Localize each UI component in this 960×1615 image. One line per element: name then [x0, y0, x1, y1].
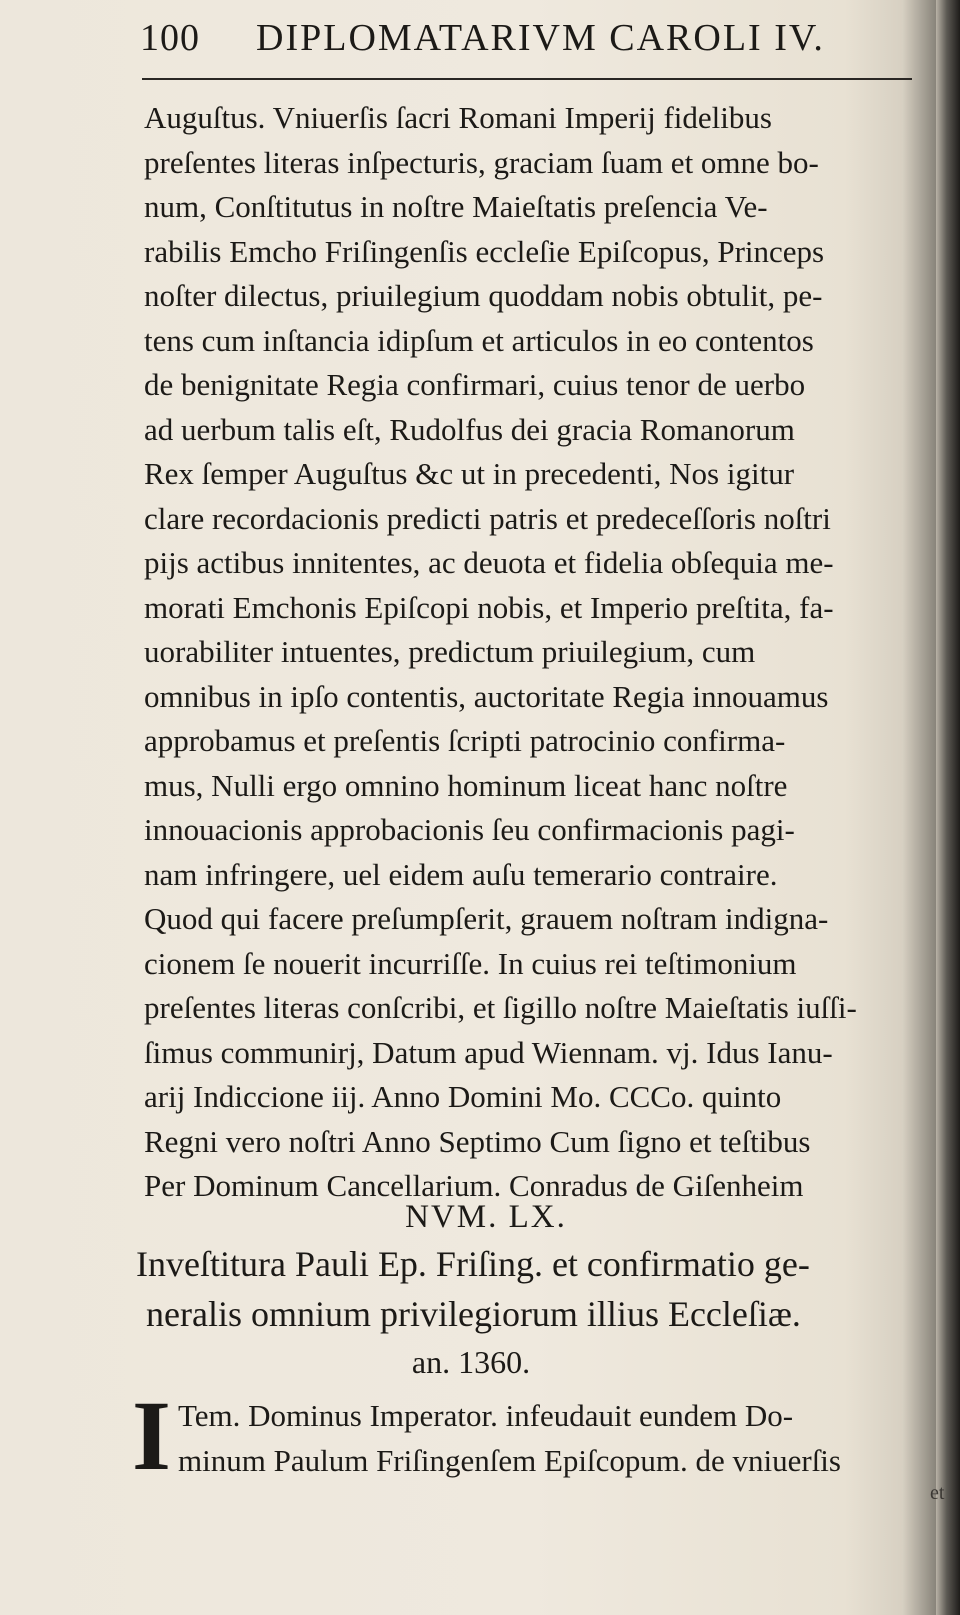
text-line: Quod qui facere preſumpſerit, grauem noſtram indigna- — [144, 901, 829, 936]
charter-text — [144, 96, 944, 1209]
text-line: preſentes literas conſcribi, et ſigillo noſtre Maieſtatis iuſſi- — [144, 990, 857, 1025]
text-line: nam infringere, uel eidem auſu temerario contraire. — [144, 856, 778, 892]
text-line: noſter dilectus, priuilegium quoddam nobis obtulit, pe- — [144, 278, 823, 313]
paragraph-text — [178, 1393, 948, 1483]
text-line: ad uerbum talis eſt, Rudolfus dei gracia Romanorum — [144, 411, 795, 447]
section-title-line: neralis omnium privilegiorum illius Eccleſiæ. — [146, 1294, 801, 1334]
text-line: cionem ſe nouerit incurriſſe. In cuius rei teſtimonium — [144, 945, 797, 981]
header-rule — [142, 78, 912, 80]
text-line: Tem. Dominus Imperator. infeudauit eundem Do- — [178, 1398, 794, 1433]
text-line: morati Emchonis Epiſcopi nobis, et Imperio preſtita, fa- — [144, 589, 834, 625]
text-line: mus, Nulli ergo omnino hominum liceat hanc noſtre — [144, 767, 788, 803]
text-line: preſentes literas inſpecturis, graciam ſuam et omne bo- — [144, 144, 819, 180]
section-heading — [136, 1195, 936, 1385]
text-line: Auguſtus. Vniuerſis ſacri Romani Imperij fidelibus — [144, 100, 772, 135]
page-number: 100 — [140, 17, 200, 59]
text-line: Rex ſemper Auguſtus &c ut in precedenti, Nos igitur — [144, 456, 795, 491]
running-title: DIPLOMATARIVM CAROLI IV. — [256, 17, 825, 59]
text-line: de benignitate Regia confirmari, cuius tenor de uerbo — [144, 367, 806, 402]
text-line: minum Paulum Friſingenſem Epiſcopum. de vniuerſis — [178, 1443, 841, 1478]
text-line: tens cum inſtancia idipſum et articulos in eo contentos — [144, 322, 814, 358]
page-header — [140, 16, 900, 72]
text-line: omnibus in ipſo contentis, auctoritate Regia innouamus — [144, 678, 829, 714]
text-line: Regni vero noſtri Anno Septimo Cum ſigno et teſtibus — [144, 1123, 811, 1159]
text-line: innouacionis approbacionis ſeu confirmacionis pagi- — [144, 812, 795, 847]
text-line: num, Conſtitutus in noſtre Maieſtatis preſencia Ve- — [144, 189, 768, 224]
text-line: uorabiliter intuentes, predictum priuilegium, cum — [144, 634, 756, 669]
section-title-line: Inveſtitura Pauli Ep. Friſing. et confirmatio ge- — [136, 1244, 810, 1284]
section-number: NVM. LX. — [405, 1199, 567, 1235]
drop-capital: I — [132, 1380, 171, 1491]
section-year: an. 1360. — [411, 1344, 531, 1380]
text-line: clare recordacionis predicti patris et predeceſſoris noſtri — [144, 500, 831, 536]
text-line: Per Dominum Cancellarium. Conradus de Giſenheim — [144, 1168, 804, 1203]
text-line: rabilis Emcho Friſingenſis eccleſie Epiſcopus, Princeps — [144, 233, 825, 269]
text-line: approbamus et preſentis ſcripti patrocinio confirma- — [144, 723, 786, 758]
text-line: arij Indiccione iij. Anno Domini Mo. CCCo. quinto — [144, 1079, 782, 1114]
text-line: ſimus communirj, Datum apud Wiennam. vj. Idus Ianu- — [144, 1034, 833, 1070]
text-line: pijs actibus innitentes, ac deuota et fidelia obſequia me- — [144, 545, 834, 580]
catchword-fragment: et — [930, 1482, 945, 1504]
